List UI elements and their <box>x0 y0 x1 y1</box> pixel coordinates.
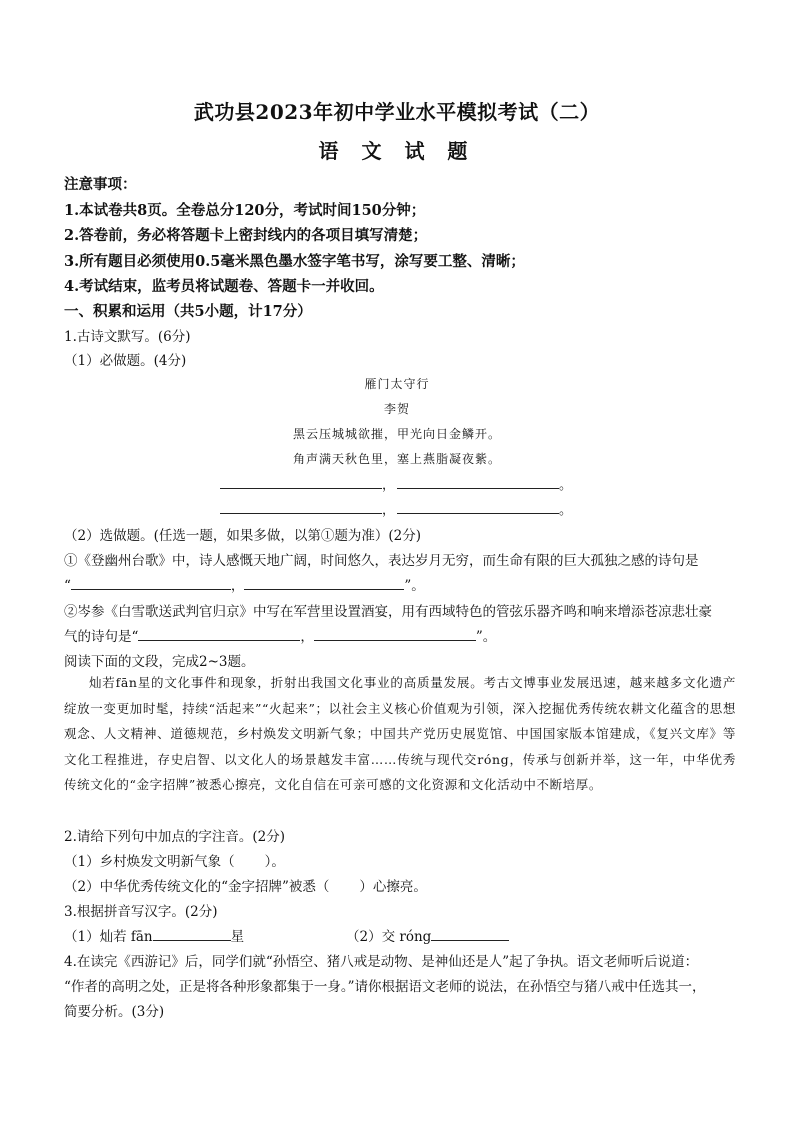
poem-author: 李贺 <box>383 402 410 416</box>
reading-instruction: 阅读下面的文段，完成2~3题。 <box>64 654 255 670</box>
q1-option-2-answer: 气的诗句是“ ， ”。 <box>64 629 497 645</box>
poem-line-2: 角声满天秋色里，塞上燕脂凝夜紫。 <box>292 452 501 466</box>
q2-item-2: （2）中华优秀传统文化的“金字招牌”被悉（ ）心擦亮。 <box>64 879 427 895</box>
answer-blank[interactable] <box>397 501 559 514</box>
q1-label: 1.古诗文默写。(6分) <box>64 329 191 345</box>
q1-sub1: （1）必做题。(4分) <box>64 353 187 369</box>
q3-item-2: （2）交 róng <box>346 925 509 945</box>
notes-heading: 注意事项： <box>64 176 137 193</box>
answer-blank[interactable] <box>71 577 231 590</box>
answer-blank[interactable] <box>431 928 509 941</box>
answer-blank[interactable] <box>314 628 476 641</box>
reading-passage: 灿若fān星的文化事件和现象，折射出我国文化事业的高质量发展。考古文博事业发展迅速，越来越多文化遗产绽放一变更加时髦，持续“活起来”“火起来”；以社会主义核心价值观为引领，深入挖掘优秀传统农耕文化蕴含的思想观念、人文精神、道德规范，乡村焕发文明新气象；中国共产党历史展览馆、中国国家版本馆建成，《复兴文库》等文化工程推进，存史启智、以文化人的场景越发丰富……传统与现代交róng，传承与创新并举，这一年，中华优秀传统文化的“金字招牌”被悉心擦亮，文化自信在可亲可感的文化资源和文化活动中不断培厚。 <box>64 675 736 792</box>
section-heading: 一、积累和运用（共5小题，计17分） <box>64 303 312 320</box>
poem-title: 雁门太守行 <box>364 377 430 391</box>
q1-sub2: （2）选做题。(任选一题，如果多做，以第①题为准）(2分) <box>64 528 421 544</box>
q1-option-1: ①《登幽州台歌》中，诗人感慨天地广阔，时间悠久，表达岁月无穷，而生命有限的巨大孤独之感的诗句是 <box>64 553 699 569</box>
answer-row-2: ， 。 <box>220 499 572 518</box>
answer-row-1: ， 。 <box>220 474 572 493</box>
q2-item-1: （1）乡村焕发文明新气象（ ）。 <box>64 854 285 870</box>
exam-subtitle: 语 文 试 题 <box>318 139 476 163</box>
exam-title: 武功县2023年初中学业水平模拟考试（二） <box>193 100 601 124</box>
q4-line-2: “作者的高明之处，正是将各种形象都集于一身。”请你根据语文老师的说法，在孙悟空与猪八戒中任选其一， <box>64 979 706 995</box>
note-item-2: 2.答卷前，务必将答题卡上密封线内的各项目填写清楚； <box>64 227 428 244</box>
q3-item-1: （1）灿若 fān 星 <box>64 929 245 945</box>
answer-blank[interactable] <box>220 476 382 489</box>
answer-blank[interactable] <box>138 628 300 641</box>
q4-line-1: 4.在读完《西游记》后，同学们就“孙悟空、猪八戒是动物、是神仙还是人”起了争执。语文老师听后说道： <box>64 954 699 970</box>
note-item-4: 4.考试结束，监考员将试题卷、答题卡一并收回。 <box>64 278 384 295</box>
poem-line-1: 黑云压城城欲摧，甲光向日金鳞开。 <box>292 427 501 441</box>
q4-line-3: 简要分析。(3分) <box>64 1004 165 1020</box>
note-item-3: 3.所有题目必须使用0.5毫米黑色墨水签字笔书写，涂写要工整、清晰； <box>64 253 525 270</box>
answer-blank[interactable] <box>397 476 559 489</box>
answer-blank[interactable] <box>220 501 382 514</box>
q1-option-1-answer: “ ， ”。 <box>64 578 425 594</box>
q1-option-2: ②岑参《白雪歌送武判官归京》中写在军营里设置酒宴，用有西域特色的管弦乐器齐鸣和响来增添苍凉悲壮豪 <box>64 604 712 620</box>
answer-blank[interactable] <box>244 577 404 590</box>
q2-label: 2.请给下列句中加点的字注音。(2分) <box>64 829 286 845</box>
note-item-1: 1.本试卷共8页。全卷总分120分，考试时间150分钟； <box>64 202 426 219</box>
answer-blank[interactable] <box>153 928 231 941</box>
q3-label: 3.根据拼音写汉字。(2分) <box>64 904 218 920</box>
